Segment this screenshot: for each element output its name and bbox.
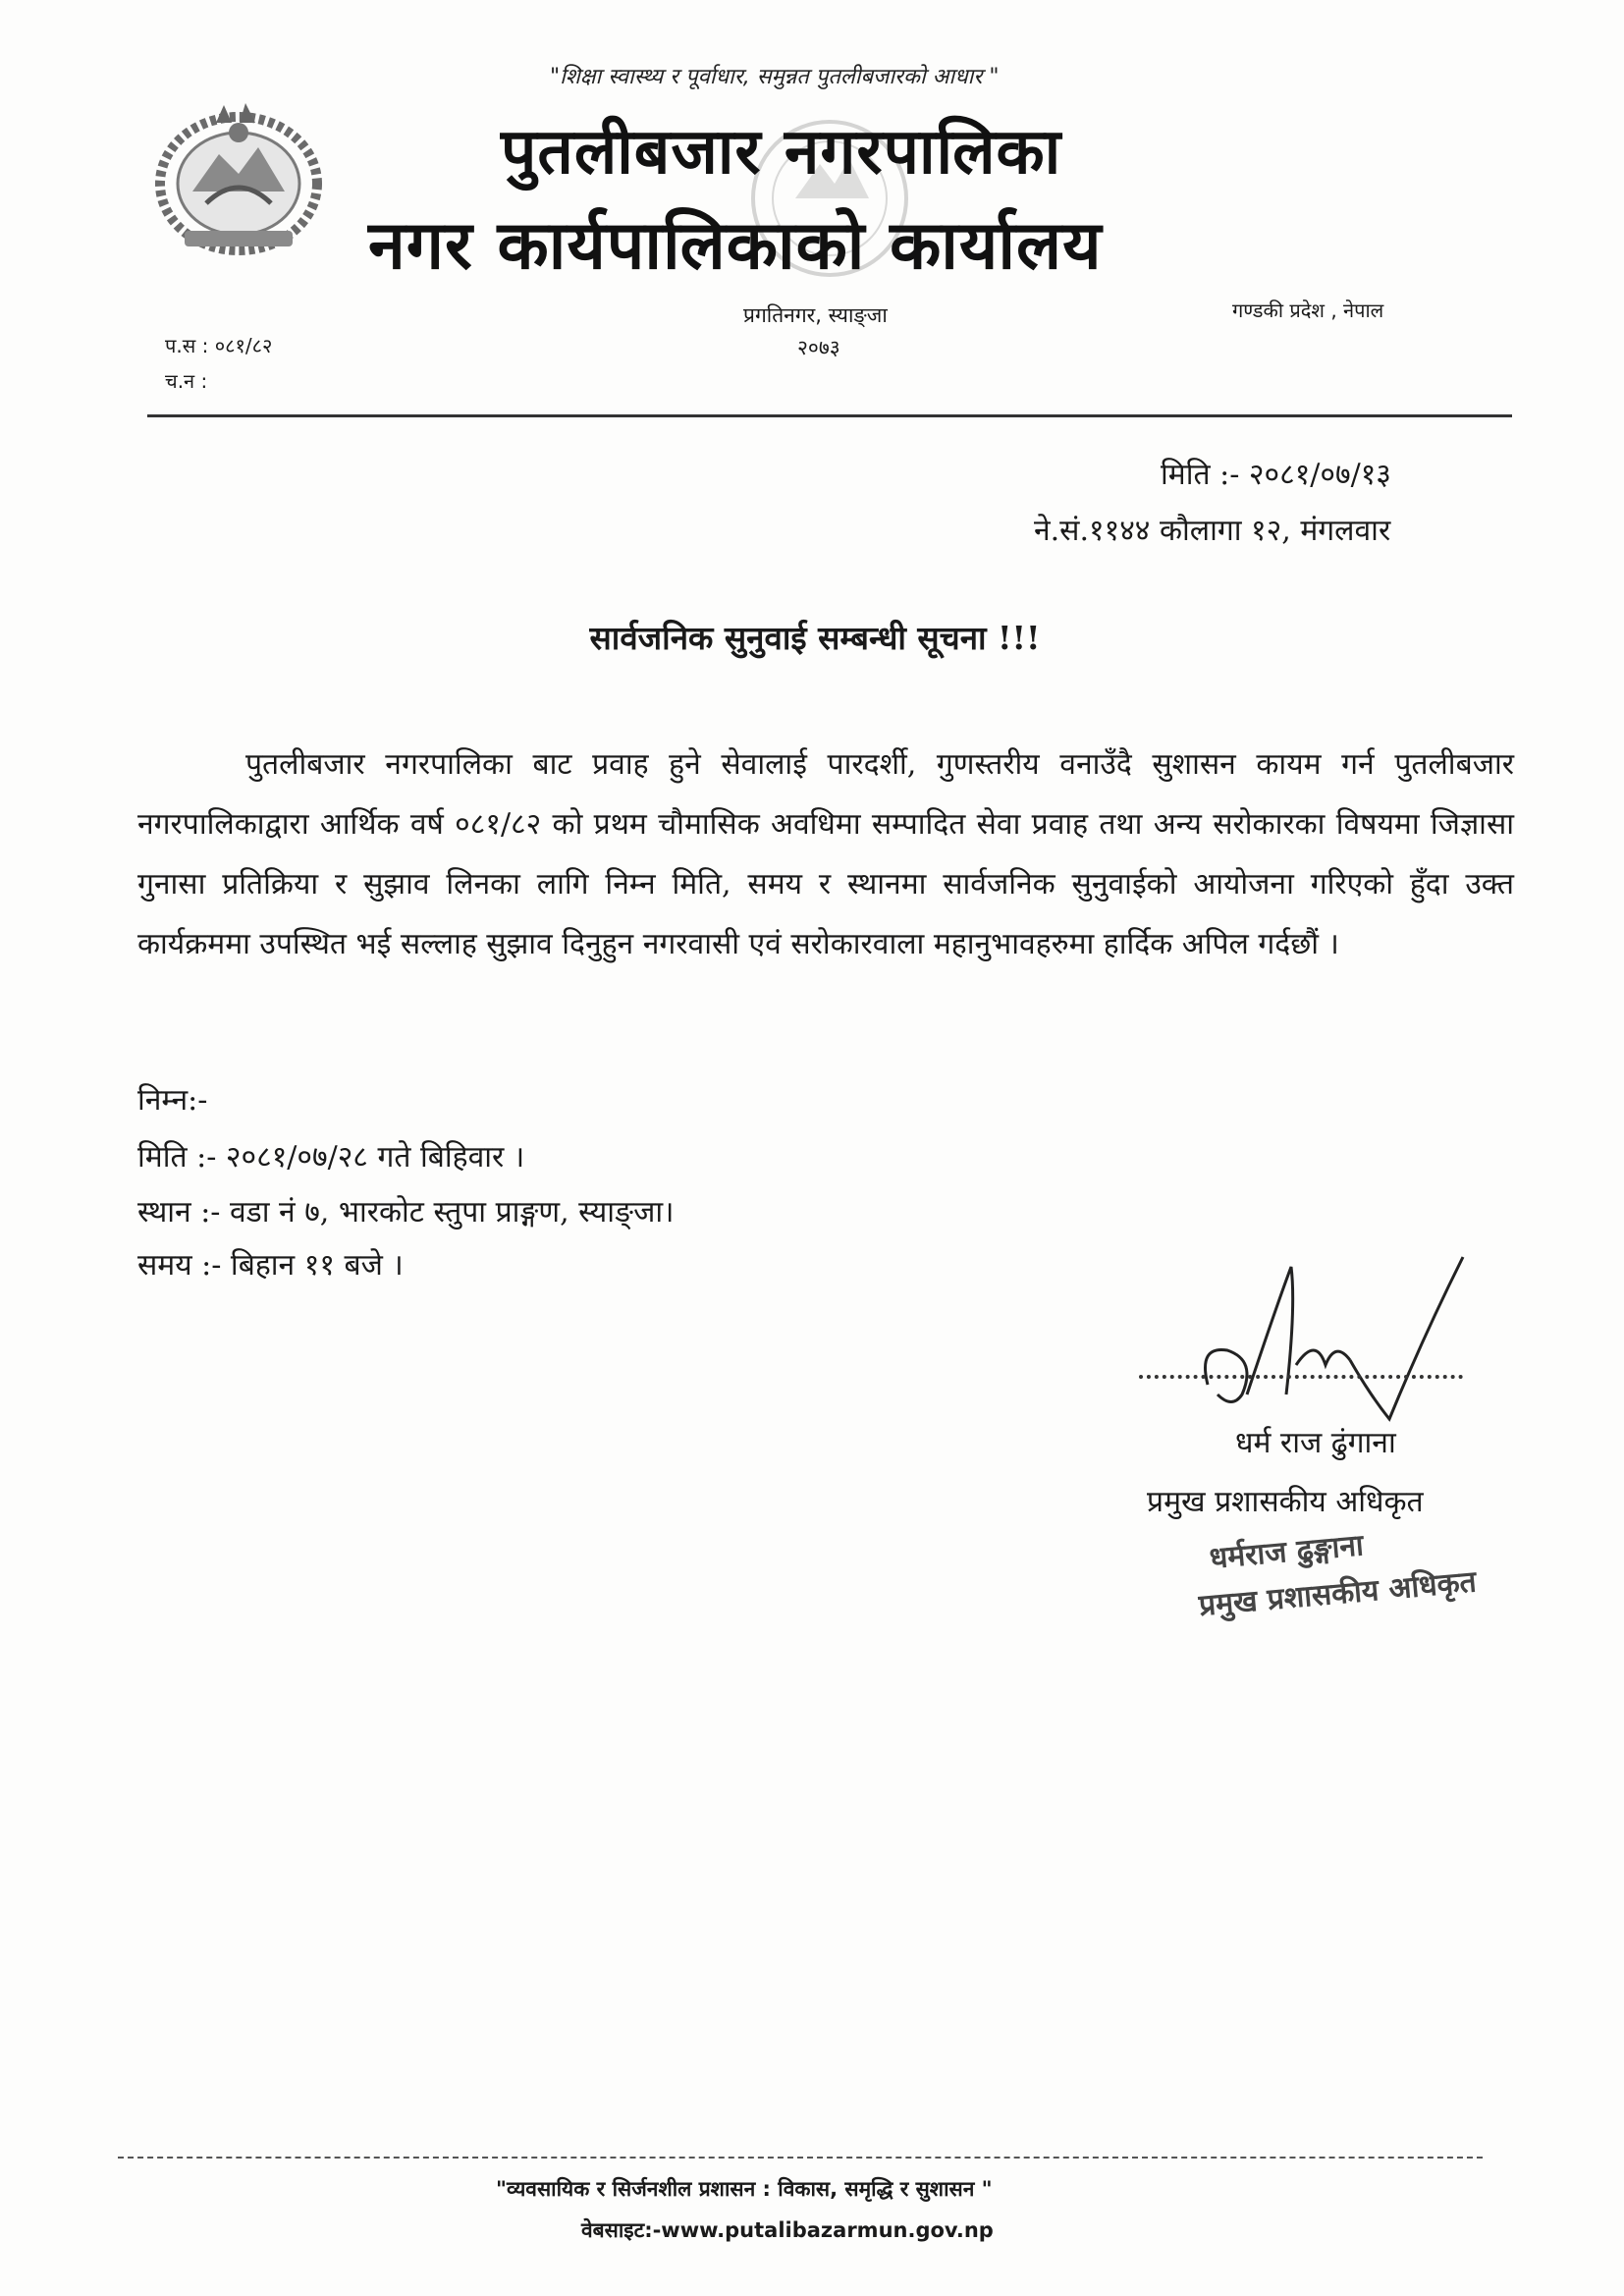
stamp-name: धर्मराज ढुङ्गाना — [1208, 1528, 1366, 1576]
stamp-designation: प्रमुख प्रशासकीय अधिकृत — [1197, 1564, 1479, 1623]
details-heading: निम्न:- — [137, 1083, 208, 1118]
established-year: २०७३ — [797, 336, 840, 359]
nepal-sambat-date: ने.सं.११४४ कौलागा १२, मंगलवार — [1034, 514, 1391, 548]
nepal-emblem-icon — [145, 93, 332, 260]
letter-date: मिति :- २०८१/०७/१३ — [1161, 458, 1391, 492]
official-stamp — [1197, 1508, 1538, 1623]
header-motto: "शिक्षा स्वास्थ्य र पूर्वाधार, समुन्नत पुतलीबजारको आधार " — [550, 65, 1000, 89]
detail-venue: स्थान :- वडा नं ७, भारकोट स्तुपा प्राङ्गण, स्याङ्जा। — [137, 1195, 675, 1230]
signer-name: धर्म राज ढुंगाना — [1235, 1426, 1396, 1460]
footer-divider — [118, 2157, 1483, 2159]
province-address: गण्डकी प्रदेश , नेपाल — [1232, 299, 1384, 322]
signature-line — [1139, 1375, 1463, 1379]
signer-designation: प्रमुख प्रशासकीय अधिकृत — [1147, 1485, 1424, 1519]
office-title: नगर कार्यपालिकाको कार्यालय — [368, 207, 1103, 285]
notice-subject: सार्वजनिक सुनुवाई सम्बन्धी सूचना !!! — [589, 619, 1041, 657]
office-address: प्रगतिनगर, स्याङ्जा — [743, 303, 888, 327]
detail-date: मिति :- २०८१/०७/२८ गते बिहिवार । — [137, 1140, 525, 1175]
footer-website: वेबसाइट:-www.putalibazarmun.gov.np — [581, 2218, 994, 2242]
detail-time: समय :- बिहान ११ बजे । — [137, 1248, 404, 1283]
signature-icon — [1188, 1247, 1483, 1424]
dispatch-number: च.न : — [165, 369, 208, 393]
notice-body: पुतलीबजार नगरपालिका बाट प्रवाह हुने सेवालाई पारदर्शी, गुणस्तरीय वनाउँदै सुशासन कायम गर्न पुतलीबजार नगरपालिकाद्वारा आर्थिक वर्ष ०८१/८२ को प्रथम चौमासिक अवधिमा सम्पादित सेवा प्रवाह तथा अन्य सरोकारका विषयमा जिज्ञासा गुनासा प्रतिक्रिया र सुझाव लिनका लागि निम्न मिति, समय र स्थानमा सार्वजनिक सुनुवाईको आयोजना गरिएको हुँदा उक्त कार्यक्रममा उपस्थित भई सल्लाह सुझाव दिनुहुन नगरवासी एवं सरोकारवाला महानुभावहरुमा हार्दिक अपिल गर्दछौं । — [137, 747, 1514, 961]
municipality-title: पुतलीबजार नगरपालिका — [501, 116, 1062, 189]
header-divider — [147, 414, 1512, 417]
footer-motto: "व्यवसायिक र सिर्जनशील प्रशासन : विकास, समृद्धि र सुशासन " — [496, 2177, 993, 2201]
reference-number: प.स : ०८१/८२ — [165, 334, 273, 357]
